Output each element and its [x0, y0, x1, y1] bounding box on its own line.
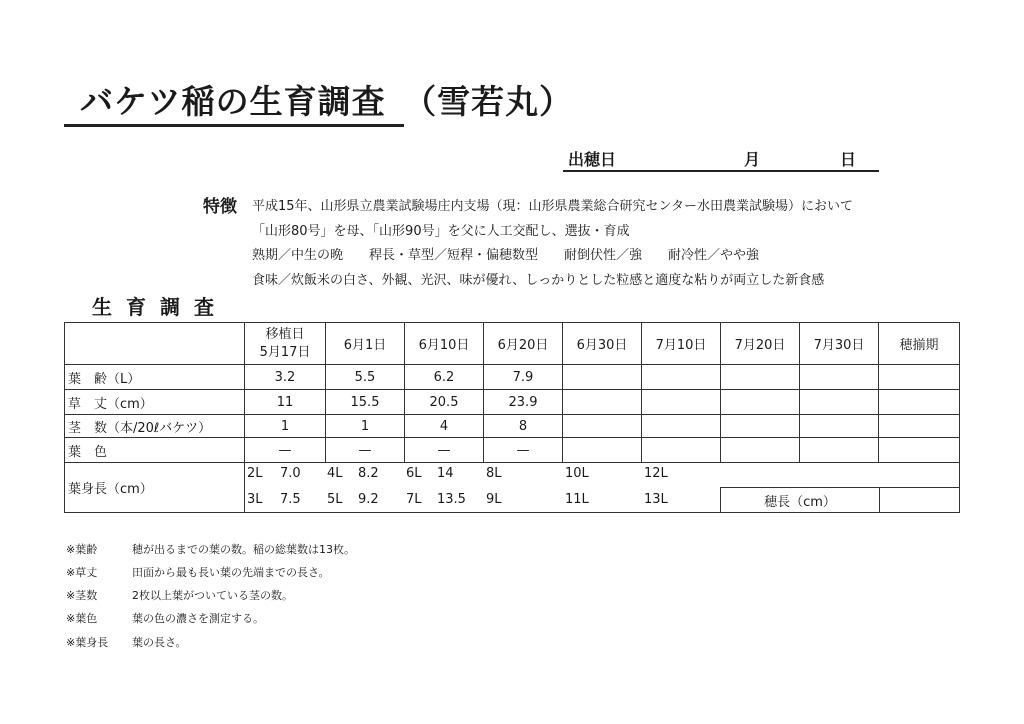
- leaf-number: 10L: [565, 466, 589, 481]
- row-label: 茎 数（本/20ℓバケツ）: [64, 414, 245, 438]
- table-cell: 8: [483, 414, 563, 438]
- note-text: 葉の長さ。: [132, 636, 187, 649]
- survey-heading: 生育調査: [92, 295, 228, 319]
- row-label: 葉 色: [64, 437, 245, 463]
- table-cell: [562, 389, 642, 415]
- leaf-length-value: 9.2: [358, 492, 379, 507]
- date-header: 7月30日: [799, 322, 879, 365]
- table-cell: [641, 389, 721, 415]
- date-header-transplant: [244, 322, 326, 365]
- note-text: 2枚以上葉がついている茎の数。: [132, 589, 293, 602]
- table-cell: [720, 364, 800, 390]
- leaf-number: 8L: [486, 466, 502, 481]
- heading-date-label: 出穂日: [568, 150, 617, 169]
- table-corner-cell: [64, 322, 245, 365]
- table-cell: —: [483, 437, 563, 463]
- features-label: 特徴: [203, 197, 237, 217]
- leaf-length-value: 14: [437, 466, 454, 481]
- table-cell: [799, 389, 879, 415]
- leaf-number: 2L: [247, 466, 263, 481]
- feature-line: 平成15年、山形県立農業試験場庄内支場（現：山形県農業総合研究センター水田農業試験場）において: [252, 199, 854, 214]
- leaf-length-value: 7.5: [280, 492, 301, 507]
- leaf-number: 7L: [406, 492, 422, 507]
- table-cell: [878, 414, 960, 438]
- leaf-length-value: 13.5: [437, 492, 466, 507]
- feature-line: 食味／炊飯米の白さ、外観、光沢、味が優れ、しっかりとした粒感と適度な粘りが両立した新食感: [252, 273, 825, 288]
- leaf-number: 3L: [247, 492, 263, 507]
- leaf-number: 4L: [327, 466, 343, 481]
- leaf-number: 11L: [565, 492, 589, 507]
- panicle-length-value: [879, 487, 960, 513]
- table-cell: 15.5: [325, 389, 405, 415]
- table-cell: 23.9: [483, 389, 563, 415]
- table-cell: 1: [325, 414, 405, 438]
- leaf-length-value: 7.0: [280, 466, 301, 481]
- note-key: ※草丈: [66, 566, 98, 579]
- table-cell: [799, 364, 879, 390]
- leaf-number: 13L: [644, 492, 668, 507]
- table-cell: 11: [244, 389, 326, 415]
- heading-date-underline: [563, 170, 879, 172]
- note-key: ※茎数: [66, 589, 98, 602]
- note-text: 穂が出るまでの葉の数。稲の総葉数は13枚。: [132, 543, 355, 556]
- table-cell: [562, 414, 642, 438]
- feature-line: 「山形80号」を母、「山形90号」を父に人工交配し、選抜・育成: [252, 224, 630, 239]
- table-cell: 6.2: [404, 364, 484, 390]
- leaf-number: 5L: [327, 492, 343, 507]
- date-header: 7月20日: [720, 322, 800, 365]
- heading-day-label: 日: [840, 150, 857, 169]
- note-text: 葉の色の濃さを測定する。: [132, 612, 264, 625]
- note-text: 田面から最も長い葉の先端までの長さ。: [132, 566, 330, 579]
- leaf-length-label: 葉身長（cm）: [64, 462, 245, 513]
- note-key: ※葉齢: [66, 543, 98, 556]
- page-title: バケツ稲の生育調査 （雪若丸）: [80, 82, 574, 121]
- row-label: 草 丈（cm）: [64, 389, 245, 415]
- table-cell: —: [325, 437, 405, 463]
- table-cell: [799, 414, 879, 438]
- leaf-number: 6L: [406, 466, 422, 481]
- table-cell: 20.5: [404, 389, 484, 415]
- leaf-number: 9L: [486, 492, 502, 507]
- date-header-line: 移植日: [265, 326, 305, 342]
- panicle-length-label: 穂長（cm）: [720, 487, 880, 513]
- table-cell: 7.9: [483, 364, 563, 390]
- table-cell: [641, 414, 721, 438]
- table-cell: [878, 389, 960, 415]
- feature-line: 熟期／中生の晩 稈長・草型／短稈・偏穂数型 耐倒伏性／強 耐冷性／やや強: [252, 248, 760, 263]
- table-cell: [562, 364, 642, 390]
- table-cell: [562, 437, 642, 463]
- note-key: ※葉身長: [66, 636, 109, 649]
- table-cell: [720, 414, 800, 438]
- date-header: 6月30日: [562, 322, 642, 365]
- date-header: 6月10日: [404, 322, 484, 365]
- date-header-full-heading: 穂揃期: [878, 322, 960, 365]
- table-cell: 3.2: [244, 364, 326, 390]
- table-cell: [878, 364, 960, 390]
- title-underline: [64, 124, 404, 127]
- leaf-number: 12L: [644, 466, 668, 481]
- leaf-length-value: 8.2: [358, 466, 379, 481]
- date-header: 6月1日: [325, 322, 405, 365]
- table-cell: 1: [244, 414, 326, 438]
- table-cell: 5.5: [325, 364, 405, 390]
- table-cell: [641, 364, 721, 390]
- heading-month-label: 月: [744, 150, 761, 169]
- table-cell: —: [404, 437, 484, 463]
- note-key: ※葉色: [66, 612, 98, 625]
- table-cell: 4: [404, 414, 484, 438]
- table-cell: [878, 437, 960, 463]
- table-cell: —: [244, 437, 326, 463]
- date-header-line: 5月17日: [259, 344, 311, 360]
- date-header: 7月10日: [641, 322, 721, 365]
- table-cell: [641, 437, 721, 463]
- date-header: 6月20日: [483, 322, 563, 365]
- row-label: 葉 齢（L）: [64, 364, 245, 390]
- table-cell: [720, 437, 800, 463]
- table-cell: [720, 389, 800, 415]
- table-cell: [799, 437, 879, 463]
